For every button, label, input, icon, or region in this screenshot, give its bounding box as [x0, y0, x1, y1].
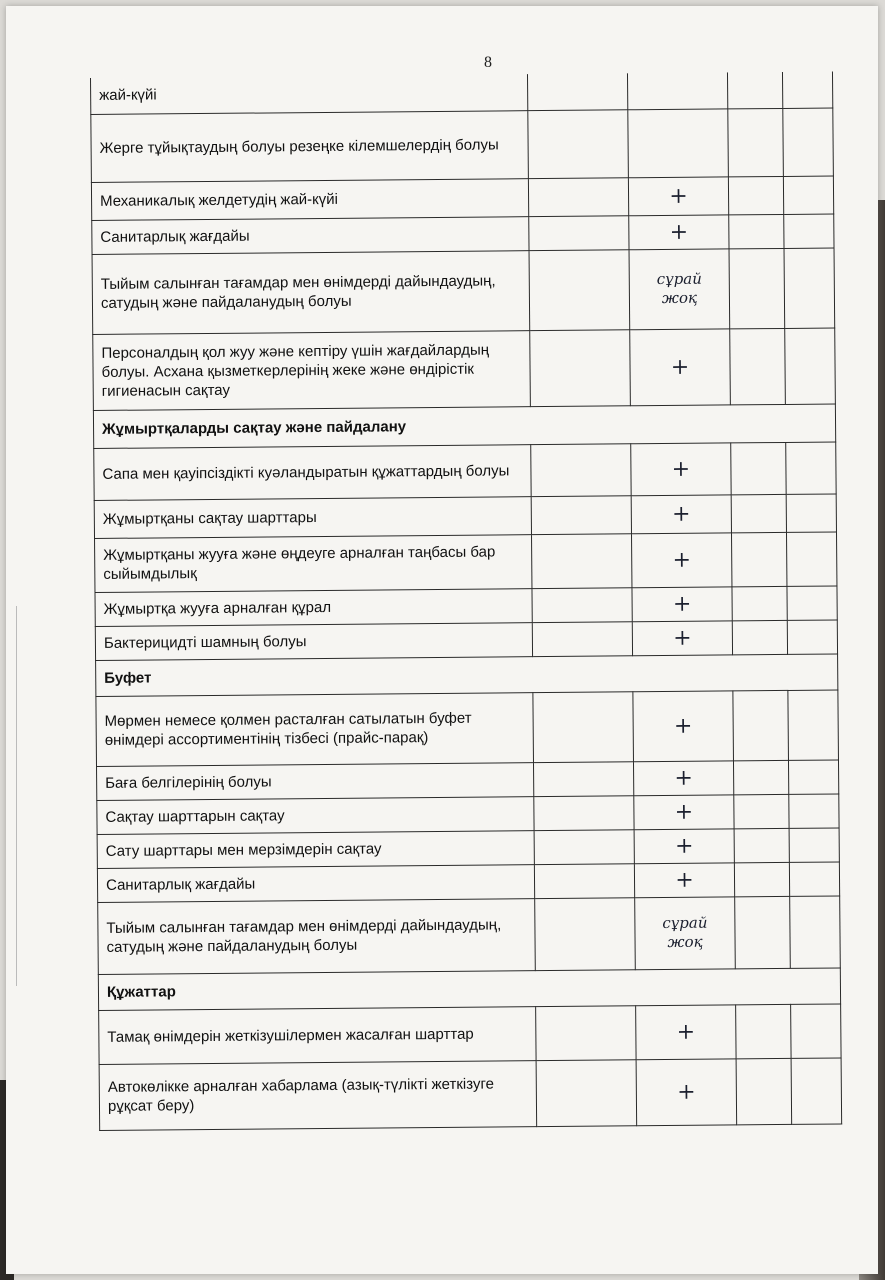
empty-cell [533, 691, 634, 762]
empty-cell [728, 108, 784, 176]
handwritten-mark: + [631, 532, 731, 587]
checklist-rows [90, 72, 841, 1130]
document-page [6, 6, 878, 1274]
empty-cell [528, 109, 629, 178]
empty-cell [735, 896, 791, 968]
empty-cell [531, 533, 631, 588]
empty-cell [790, 895, 841, 967]
empty-cell [784, 214, 834, 248]
empty-cell [789, 827, 839, 861]
empty-cell [786, 442, 836, 494]
empty-cell [791, 1003, 841, 1057]
criterion-label: Санитарлық жағдайы [97, 864, 534, 902]
criterion-label: Сату шарттары мен мерзімдерін сақтау [97, 830, 534, 868]
section-heading: Құжаттар [98, 967, 840, 1009]
page-number: 8 [484, 54, 492, 71]
empty-cell [532, 587, 632, 622]
table-row [99, 1057, 842, 1129]
table-row [94, 442, 836, 500]
handwritten-mark: + [628, 176, 728, 215]
criterion-label: Санитарлық жағдайы [92, 216, 529, 254]
empty-cell [528, 177, 628, 216]
handwritten-mark: + [636, 1004, 736, 1059]
criterion-label: Автокөлікке арналған хабарлама (азық-түлікті жеткізуге рұқсат беру) [99, 1060, 537, 1130]
empty-cell [789, 793, 839, 827]
table-row [94, 494, 836, 538]
handwritten-mark: + [633, 760, 733, 795]
criterion-label: Механикалық желдетудің жай-күйі [91, 178, 528, 220]
criterion-label: Жерге тұйықтаудың болуы резеңке кілемшелердің болуы [91, 110, 529, 182]
empty-cell [531, 443, 631, 496]
empty-cell [530, 329, 631, 406]
section-heading: Жұмыртқаларды сақтау және пайдалану [93, 404, 835, 448]
empty-cell [736, 1004, 791, 1058]
empty-cell [787, 619, 837, 653]
empty-cell [788, 759, 838, 793]
handwritten-mark: + [633, 690, 734, 761]
table-row [93, 328, 836, 410]
empty-cell [733, 760, 788, 794]
handwritten-mark: + [632, 620, 732, 655]
handwritten-mark: + [631, 494, 731, 533]
table-row [95, 532, 837, 592]
empty-cell [782, 72, 832, 108]
criterion-label: Сапа мен қауіпсіздікті куәландыратын құжаттардың болуы [94, 444, 531, 500]
empty-cell [731, 532, 786, 586]
handwritten-mark: + [634, 828, 734, 863]
empty-cell [729, 248, 785, 328]
handwritten-mark: + [629, 214, 729, 249]
table-row [99, 1003, 841, 1063]
section-row [93, 404, 835, 448]
empty-cell [789, 861, 839, 895]
empty-cell [731, 494, 786, 532]
criterion-label: Бактерицидті шамның болуы [95, 622, 532, 660]
criterion-label: Тыйым салынған тағамдар мен өнімдерді дайындаудың, сатудың және пайдаланудың болуы [92, 250, 530, 334]
handwritten-mark: + [636, 1058, 737, 1125]
empty-cell [787, 586, 837, 620]
empty-cell [785, 328, 836, 404]
empty-cell [534, 795, 634, 830]
criterion-label: Персоналдың қол жуу және кептіру үшін жағдайлардың болуы. Асхана қызметкерлерінің жеке және өндірістік гигиенасын сақтау [93, 330, 531, 410]
criterion-label: Тыйым салынған тағамдар мен өнімдерді дайындаудың, сатудың және пайдаланудың болуы [98, 898, 536, 974]
empty-cell [529, 249, 630, 330]
handwritten-mark: сұрай жоқ [629, 248, 730, 329]
criterion-label: Сақтау шарттарын сақтау [97, 796, 534, 834]
empty-cell [732, 620, 787, 654]
empty-cell [534, 863, 634, 898]
empty-cell [729, 214, 784, 248]
adjacent-page-edge [6, 606, 17, 986]
handwritten-mark: + [631, 442, 731, 495]
empty-cell [533, 761, 633, 796]
empty-cell [529, 215, 629, 250]
empty-cell [731, 442, 786, 494]
empty-cell [734, 862, 789, 896]
empty-cell [783, 108, 834, 176]
empty-cell [534, 829, 634, 864]
criterion-label: Баға белгілерінің болуы [97, 762, 534, 800]
checklist-table-container [90, 72, 841, 1131]
section-heading: Буфет [96, 653, 838, 695]
handwritten-mark: + [632, 586, 732, 621]
empty-cell [536, 1005, 636, 1060]
empty-cell [536, 1059, 637, 1126]
criterion-label: Жұмыртқа жууға арналған құрал [95, 588, 532, 626]
criterion-label: Мөрмен немесе қолмен расталған сатылатын буфет өнімдері ассортиментінің тізбесі (прайс-парақ) [96, 692, 534, 766]
empty-cell [732, 586, 787, 620]
criterion-label: Жұмыртқаны сақтау шарттары [94, 496, 531, 538]
handwritten-mark [627, 72, 727, 109]
criterion-label: Тамақ өнімдерін жеткізушілермен жасалған шарттар [99, 1006, 536, 1064]
empty-cell [786, 532, 836, 586]
table-row [91, 176, 833, 220]
empty-cell [728, 176, 783, 214]
empty-cell [734, 828, 789, 862]
table-row [98, 895, 841, 973]
empty-cell [786, 494, 836, 532]
criterion-label: жай-күйі [90, 74, 527, 114]
empty-cell [531, 495, 631, 534]
empty-cell [535, 897, 636, 970]
handwritten-mark: + [634, 794, 734, 829]
empty-cell [527, 73, 627, 110]
handwritten-mark: + [634, 862, 734, 897]
checklist-table [90, 72, 842, 1131]
empty-cell [734, 794, 789, 828]
empty-cell [727, 72, 782, 108]
empty-cell [791, 1057, 842, 1123]
table-row [91, 108, 834, 182]
empty-cell [736, 1058, 792, 1124]
empty-cell [788, 689, 839, 759]
table-row [92, 248, 835, 334]
empty-cell [730, 328, 786, 404]
handwritten-mark: + [630, 328, 731, 405]
empty-cell [783, 176, 833, 214]
empty-cell [784, 248, 835, 328]
table-row [96, 689, 839, 765]
handwritten-mark [628, 108, 729, 177]
handwritten-mark: сұрай жоқ [635, 896, 736, 969]
empty-cell [532, 621, 632, 656]
criterion-label: Жұмыртқаны жууға және өңдеуге арналған таңбасы бар сыйымдылық [95, 534, 532, 592]
empty-cell [733, 690, 789, 760]
